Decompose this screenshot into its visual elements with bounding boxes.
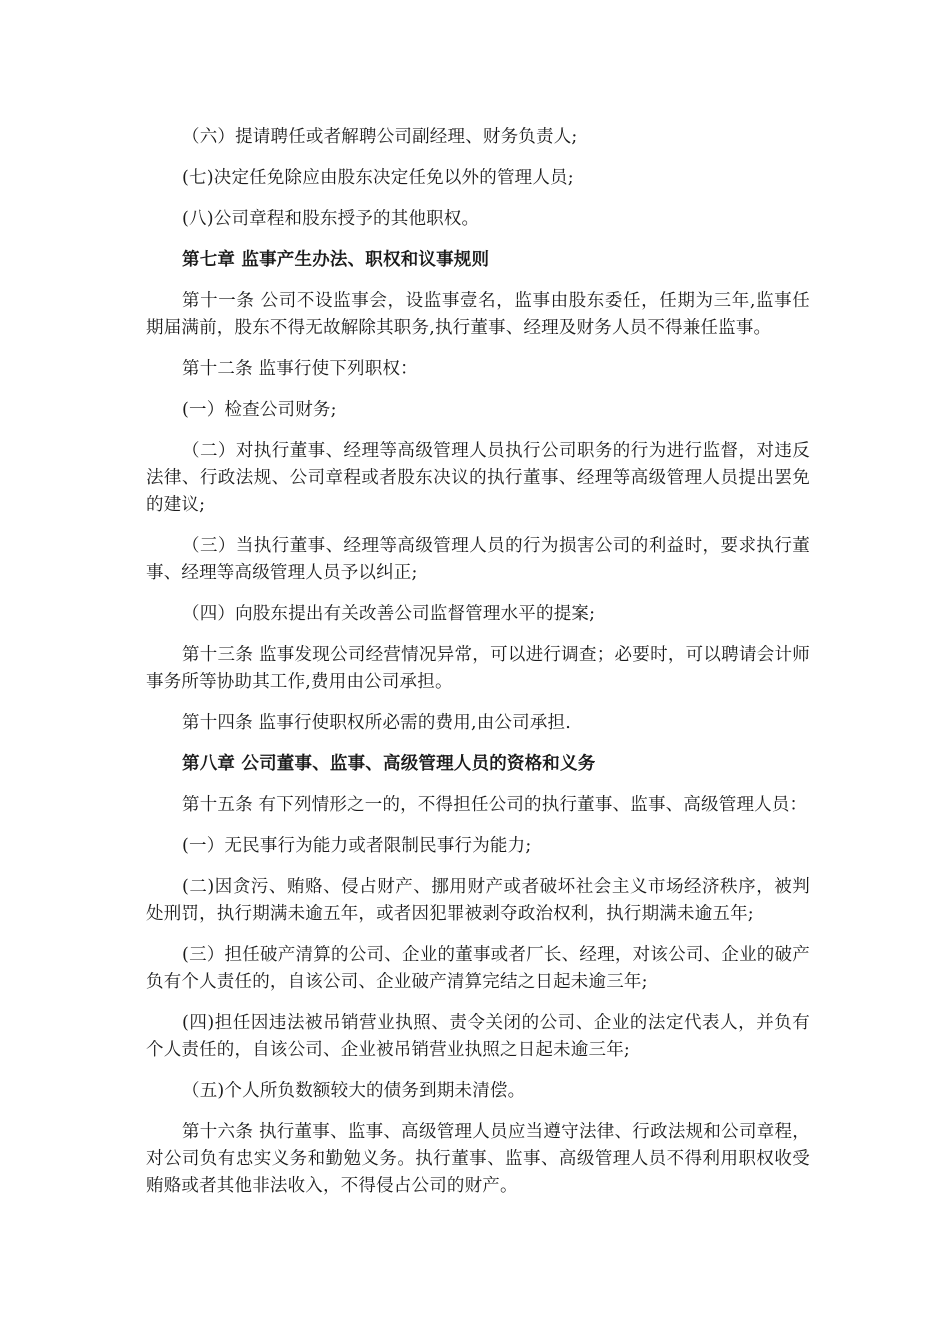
paragraph: 第十四条 监事行使职权所必需的费用,由公司承担. xyxy=(182,713,571,733)
paragraph: (三）担任破产清算的公司、企业的董事或者厂长、经理，对该公司、企业的破产负有个人责任的，自该公司、企业破产清算完结之日起未逾三年; xyxy=(146,945,810,992)
paragraph: 第十三条 监事发现公司经营情况异常，可以进行调查；必要时，可以聘请会计师事务所等协助其工作,费用由公司承担。 xyxy=(146,645,810,692)
paragraph: (七)决定任免除应由股东决定任免以外的管理人员; xyxy=(182,168,574,188)
chapter-heading: 第七章 监事产生办法、职权和议事规则 xyxy=(182,250,490,270)
paragraph: (八)公司章程和股东授予的其他职权。 xyxy=(182,209,480,229)
paragraph: 第十六条 执行董事、监事、高级管理人员应当遵守法律、行政法规和公司章程，对公司负有忠实义务和勤勉义务。执行董事、监事、高级管理人员不得利用职权收受贿赂或者其他非法收入，不得侵占公司的财产。 xyxy=(146,1122,810,1196)
paragraph: (一）无民事行为能力或者限制民事行为能力; xyxy=(182,836,532,856)
paragraph: （五)个人所负数额较大的债务到期未清偿。 xyxy=(182,1081,526,1101)
chapter-heading: 第八章 公司董事、监事、高级管理人员的资格和义务 xyxy=(182,754,596,774)
paragraph: （六）提请聘任或者解聘公司副经理、财务负责人; xyxy=(182,127,578,147)
paragraph: (二)因贪污、贿赂、侵占财产、挪用财产或者破坏社会主义市场经济秩序，被判处刑罚，执行期满未逾五年，或者因犯罪被剥夺政治权利，执行期满未逾五年; xyxy=(146,877,810,924)
paragraph: (四)担任因违法被吊销营业执照、责令关闭的公司、企业的法定代表人，并负有个人责任的，自该公司、企业被吊销营业执照之日起未逾三年; xyxy=(146,1013,810,1060)
paragraph: （四）向股东提出有关改善公司监督管理水平的提案; xyxy=(182,604,596,624)
paragraph: （三）当执行董事、经理等高级管理人员的行为损害公司的利益时，要求执行董事、经理等高级管理人员予以纠正; xyxy=(146,536,810,583)
paragraph: 第十一条 公司不设监事会，设监事壹名，监事由股东委任，任期为三年,监事任期届满前，股东不得无故解除其职务,执行董事、经理及财务人员不得兼任监事。 xyxy=(146,291,810,338)
paragraph: 第十二条 监事行使下列职权： xyxy=(182,359,418,379)
paragraph: (一）检查公司财务; xyxy=(182,400,337,420)
document-page xyxy=(146,124,810,1214)
paragraph: （二）对执行董事、经理等高级管理人员执行公司职务的行为进行监督，对违反法律、行政法规、公司章程或者股东决议的执行董事、经理等高级管理人员提出罢免的建议; xyxy=(146,441,810,515)
paragraph: 第十五条 有下列情形之一的，不得担任公司的执行董事、监事、高级管理人员： xyxy=(182,795,808,815)
